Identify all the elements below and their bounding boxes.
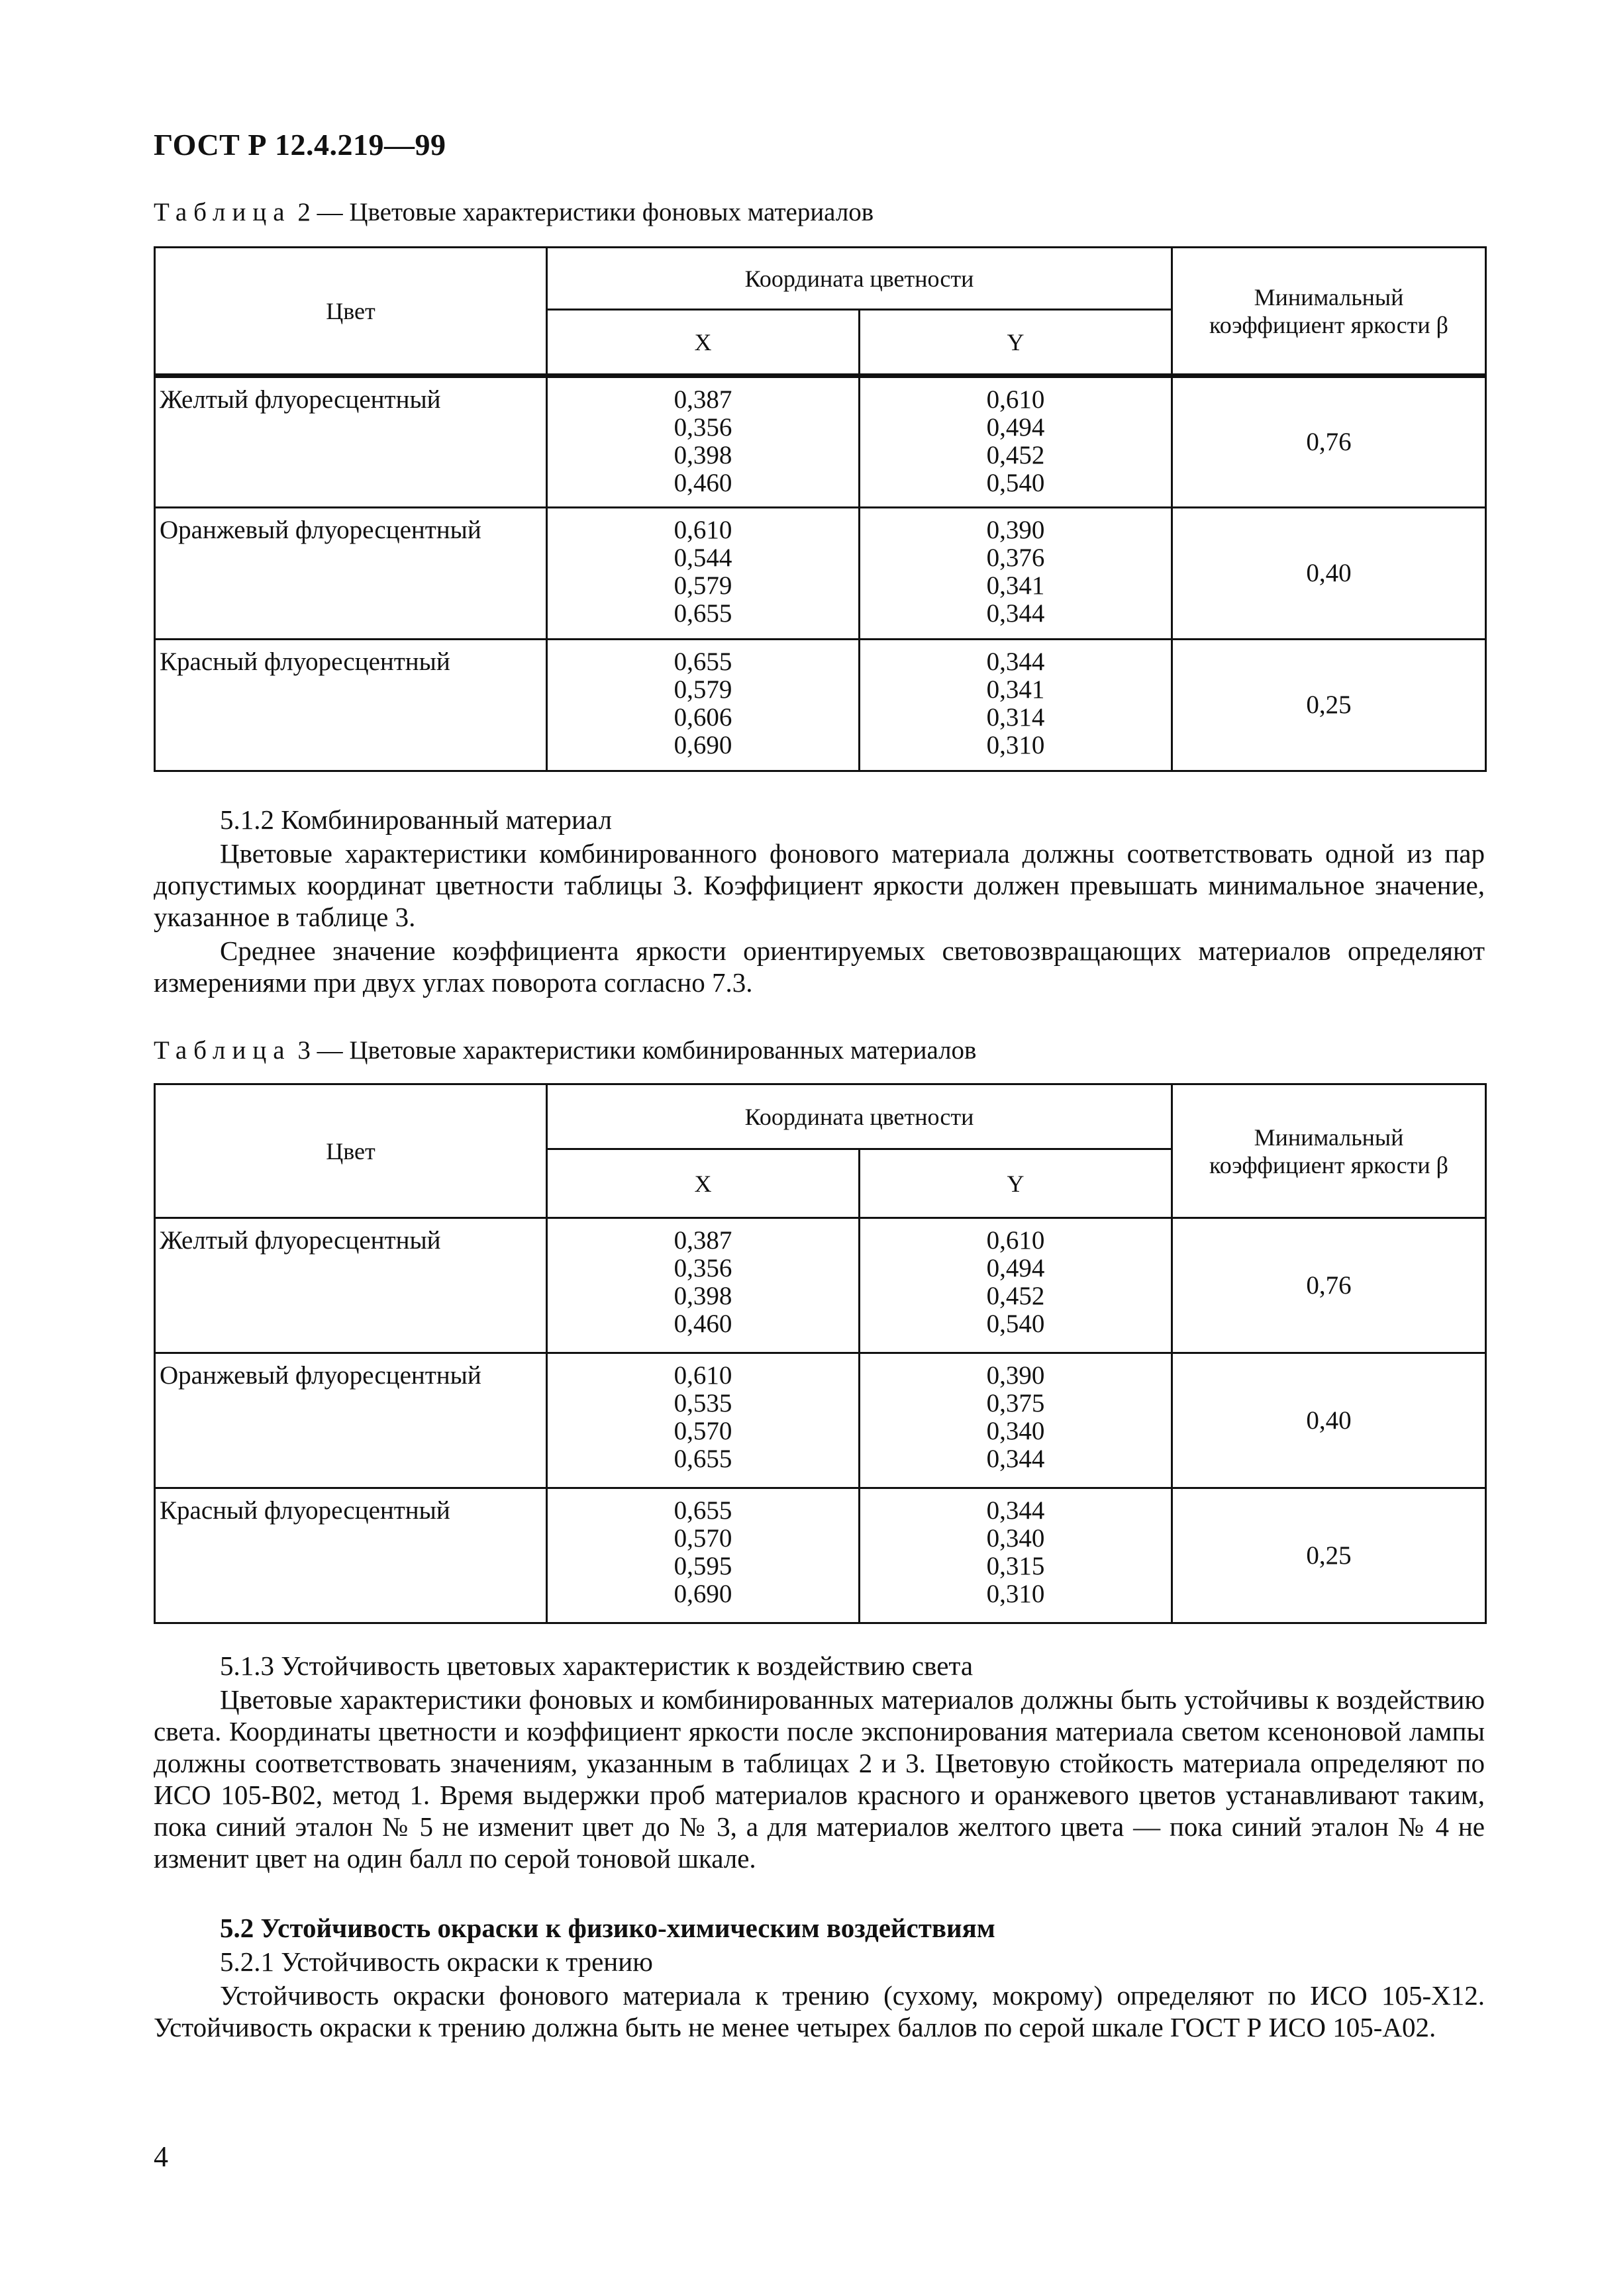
table2-caption <box>154 197 874 227</box>
value: 0,540 <box>986 1310 1045 1338</box>
table3-row-coef: 0,40 <box>1172 1353 1486 1488</box>
value: 0,570 <box>674 1524 732 1553</box>
table2-col-coef-text: Минимальный коэффициент яркости β <box>1209 283 1448 338</box>
table3-col-x: X <box>547 1149 860 1218</box>
table-row <box>155 508 1486 640</box>
value: 0,315 <box>986 1552 1045 1580</box>
table3-row-x <box>547 1353 860 1488</box>
value: 0,310 <box>986 1580 1045 1608</box>
table2-row-coef: 0,76 <box>1172 376 1486 508</box>
table2-row-x <box>547 508 860 640</box>
value: 0,356 <box>674 413 732 442</box>
value: 0,452 <box>986 441 1045 469</box>
value: 0,460 <box>674 469 732 497</box>
table2-row-coef: 0,25 <box>1172 640 1486 771</box>
value: 0,387 <box>674 385 732 414</box>
section-521-title-text: 5.2.1 Устойчивость окраски к трению <box>220 1946 653 1977</box>
value: 0,655 <box>674 1445 732 1473</box>
value: 0,344 <box>986 647 1045 676</box>
table3-row-name: Желтый флуоресцентный <box>155 1218 547 1353</box>
value: 0,606 <box>674 703 732 732</box>
table2-col-coord: Координата цветности <box>547 248 1172 310</box>
section-512-p2 <box>154 935 1485 998</box>
table3 <box>154 1083 1487 1624</box>
value: 0,387 <box>674 1226 732 1255</box>
value: 0,356 <box>674 1254 732 1282</box>
section-512-title-text: 5.1.2 Комбинированный материал <box>220 804 612 835</box>
table2-row-y <box>860 508 1172 640</box>
table2-row-name: Красный флуоресцентный <box>155 640 547 771</box>
value: 0,494 <box>986 1254 1045 1282</box>
table2-row-name: Оранжевый флуоресцентный <box>155 508 547 640</box>
table2-row-y <box>860 376 1172 508</box>
value: 0,460 <box>674 1310 732 1338</box>
table2-row-name: Желтый флуоресцентный <box>155 376 547 508</box>
table3-row-name: Оранжевый флуоресцентный <box>155 1353 547 1488</box>
value: 0,314 <box>986 703 1045 732</box>
value: 0,340 <box>986 1417 1045 1445</box>
value: 0,390 <box>986 1361 1045 1390</box>
table3-col-coef-text: Минимальный коэффициент яркости β <box>1209 1124 1448 1178</box>
value: 0,341 <box>986 571 1045 600</box>
table-row <box>155 640 1486 771</box>
value: 0,655 <box>674 599 732 628</box>
section-52-title-text: 5.2 Устойчивость окраски к физико-химическим воздействиям <box>220 1913 995 1943</box>
table-row <box>155 1488 1486 1623</box>
section-512-p1 <box>154 837 1485 933</box>
value: 0,390 <box>986 516 1045 544</box>
section-513-title <box>154 1650 1485 1682</box>
table3-caption <box>154 1035 976 1065</box>
table2-caption-word: Таблица <box>154 198 291 226</box>
table3-row-x <box>547 1218 860 1353</box>
table3-row-y <box>860 1353 1172 1488</box>
section-521-p1-text: Устойчивость окраски фонового материала к трению (сухому, мокрому) определяют по ИСО 105-Х12. Устойчивость окраски к трению должна быть не менее четырех баллов по серой шкале ГОСТ Р ИСО 105-А02. <box>154 1980 1485 2042</box>
document-header: ГОСТ Р 12.4.219—99 <box>154 128 446 162</box>
table3-row-name: Красный флуоресцентный <box>155 1488 547 1623</box>
value: 0,610 <box>674 516 732 544</box>
table2-col-x: X <box>547 310 860 376</box>
table3-col-coord: Координата цветности <box>547 1084 1172 1149</box>
value: 0,398 <box>674 1282 732 1310</box>
table-row <box>155 1353 1486 1488</box>
table-row <box>155 376 1486 508</box>
table2-col-y: Y <box>860 310 1172 376</box>
table3-row-x <box>547 1488 860 1623</box>
section-512-p1-text: Цветовые характеристики комбинированного фонового материала должны соответствовать одной из пар допустимых координат цветности таблицы 3. Коэффициент яркости должен превышать минимальное значение, указанное в таблице 3. <box>154 838 1485 932</box>
table2-col-coef <box>1172 248 1486 376</box>
value: 0,690 <box>674 1580 732 1608</box>
table2-row-y <box>860 640 1172 771</box>
value: 0,398 <box>674 441 732 469</box>
table2-row-x <box>547 376 860 508</box>
table2-caption-text: 2 — Цветовые характеристики фоновых материалов <box>291 198 874 226</box>
value: 0,610 <box>986 1226 1045 1255</box>
section-521-title <box>154 1946 1485 1978</box>
value: 0,610 <box>674 1361 732 1390</box>
table2-row-coef: 0,40 <box>1172 508 1486 640</box>
value: 0,579 <box>674 675 732 704</box>
value: 0,376 <box>986 544 1045 572</box>
value: 0,344 <box>986 1445 1045 1473</box>
table3-col-y: Y <box>860 1149 1172 1218</box>
value: 0,340 <box>986 1524 1045 1553</box>
table2-col-color: Цвет <box>155 248 547 376</box>
table3-col-color: Цвет <box>155 1084 547 1218</box>
table3-col-coef <box>1172 1084 1486 1218</box>
table3-row-coef: 0,25 <box>1172 1488 1486 1623</box>
value: 0,310 <box>986 731 1045 759</box>
section-512-title <box>154 804 1485 836</box>
value: 0,655 <box>674 1496 732 1525</box>
section-52-title <box>154 1912 1485 1944</box>
section-512-p2-text: Среднее значение коэффициента яркости ориентируемых световозвращающих материалов определяют измерениями при двух углах поворота согласно 7.3. <box>154 935 1485 998</box>
value: 0,690 <box>674 731 732 759</box>
table2 <box>154 246 1487 772</box>
section-513-p1-text: Цветовые характеристики фоновых и комбинированных материалов должны быть устойчивы к воздействию света. Координаты цветности и коэффициент яркости после экспонирования материала светом ксеноновой лампы должны соответствовать значениям, указанным в таблицах 2 и 3. Цветовую стойкость материала определяют по ИСО 105-В02, метод 1. Время выдержки проб материалов красного и оранжевого цветов устанавливают таким, пока синий эталон № 5 не изменит цвет до № 3, а для материалов желтого цвета — пока синий эталон № 4 не изменит цвет на один балл по серой тоновой шкале. <box>154 1684 1485 1874</box>
table3-caption-text: 3 — Цветовые характеристики комбинированных материалов <box>291 1036 977 1065</box>
table2-row-x <box>547 640 860 771</box>
value: 0,452 <box>986 1282 1045 1310</box>
value: 0,494 <box>986 413 1045 442</box>
value: 0,570 <box>674 1417 732 1445</box>
value: 0,595 <box>674 1552 732 1580</box>
value: 0,344 <box>986 1496 1045 1525</box>
value: 0,341 <box>986 675 1045 704</box>
section-513-title-text: 5.1.3 Устойчивость цветовых характеристик к воздействию света <box>220 1650 974 1681</box>
table3-row-coef: 0,76 <box>1172 1218 1486 1353</box>
page-number: 4 <box>154 2140 168 2173</box>
table3-caption-word: Таблица <box>154 1036 291 1065</box>
value: 0,375 <box>986 1389 1045 1417</box>
table3-row-y <box>860 1488 1172 1623</box>
value: 0,610 <box>986 385 1045 414</box>
section-513-p1 <box>154 1684 1485 1874</box>
value: 0,540 <box>986 469 1045 497</box>
section-521-p1 <box>154 1980 1485 2043</box>
value: 0,655 <box>674 647 732 676</box>
table3-row-y <box>860 1218 1172 1353</box>
table-row <box>155 1218 1486 1353</box>
value: 0,544 <box>674 544 732 572</box>
value: 0,579 <box>674 571 732 600</box>
value: 0,535 <box>674 1389 732 1417</box>
value: 0,344 <box>986 599 1045 628</box>
